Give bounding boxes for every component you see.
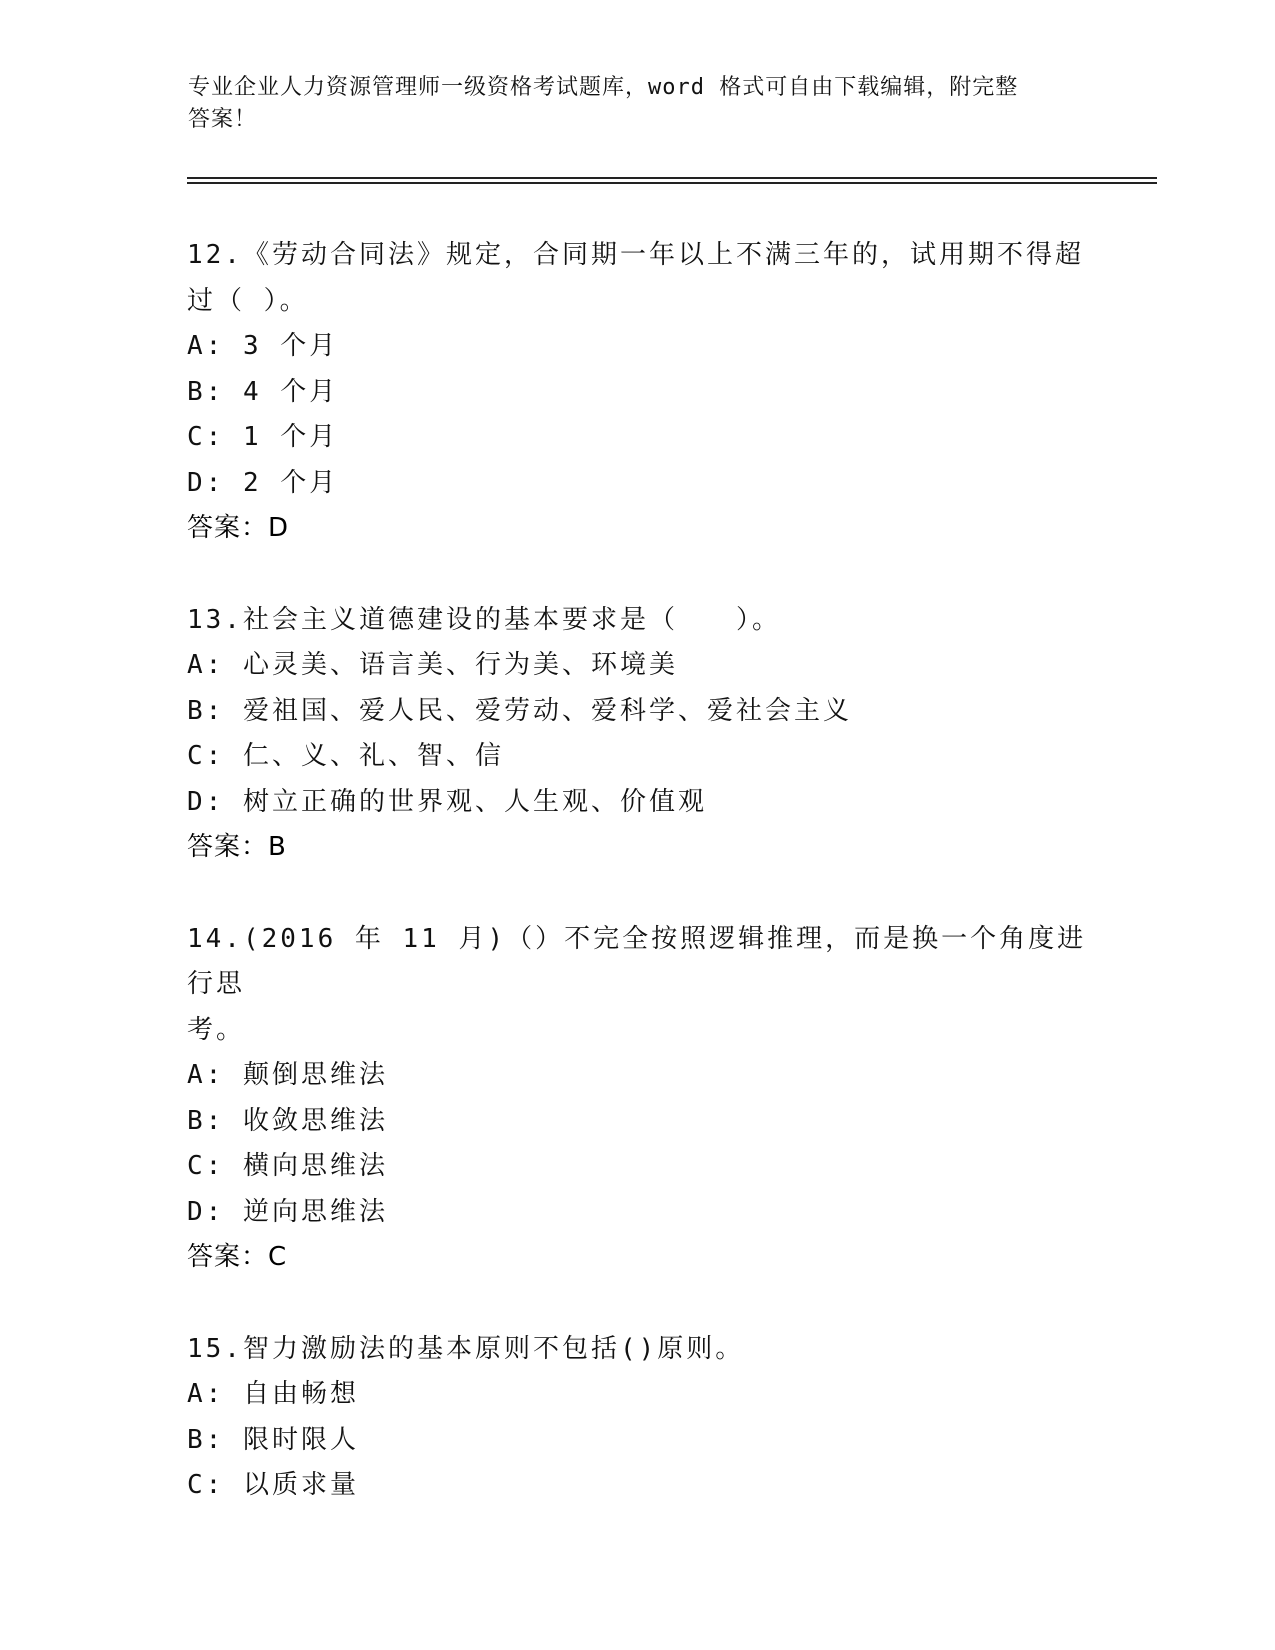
question-stem-line-2: 过（ ）。 (187, 285, 309, 316)
option-d: D: 2 个月 (187, 467, 339, 498)
option-c: C: 横向思维法 (187, 1151, 388, 1181)
question-stem-line-1: 15.智力激励法的基本原则不包括()原则。 (187, 1333, 745, 1364)
question-12 (187, 233, 1087, 552)
option-a: A: 3 个月 (187, 331, 339, 361)
question-14 (187, 917, 1087, 1281)
option-b: B: 限时限人 (187, 1424, 359, 1455)
question-stem-line-1: 14.(2016 年 11 月)（）不完全按照逻辑推理，而是换一个角度进行思 (187, 923, 1087, 999)
answer-line: 答案：C (187, 1242, 288, 1272)
page-header (188, 72, 1068, 136)
option-c: C: 1 个月 (187, 422, 339, 452)
question-list (187, 233, 1087, 1555)
option-d: D: 逆向思维法 (187, 1196, 388, 1227)
header-rule-top (187, 177, 1157, 179)
option-c: C: 以质求量 (187, 1470, 359, 1500)
option-a: A: 心灵美、语言美、行为美、环境美 (187, 650, 678, 680)
question-stem-line-1: 13.社会主义道德建设的基本要求是（ ）。 (187, 604, 781, 635)
header-line-1: 专业企业人力资源管理师一级资格考试题库，word 格式可自由下载编辑，附完整 (188, 75, 1019, 100)
answer-line: 答案：D (187, 513, 290, 543)
question-15 (187, 1327, 1087, 1509)
option-a: A: 颠倒思维法 (187, 1060, 388, 1090)
option-b: B: 收敛思维法 (187, 1105, 388, 1136)
header-rule-bottom (187, 182, 1157, 184)
header-line-2: 答案！ (188, 107, 258, 132)
option-b: B: 4 个月 (187, 376, 339, 407)
option-c: C: 仁、义、礼、智、信 (187, 741, 504, 771)
question-stem-line-2: 考。 (187, 1014, 246, 1045)
answer-line: 答案：B (187, 832, 287, 862)
option-a: A: 自由畅想 (187, 1379, 359, 1409)
question-13 (187, 598, 1087, 871)
option-d: D: 树立正确的世界观、人生观、价值观 (187, 786, 707, 817)
option-b: B: 爱祖国、爱人民、爱劳动、爱科学、爱社会主义 (187, 695, 852, 726)
question-stem-line-1: 12.《劳动合同法》规定，合同期一年以上不满三年的，试用期不得超 (187, 240, 1084, 270)
